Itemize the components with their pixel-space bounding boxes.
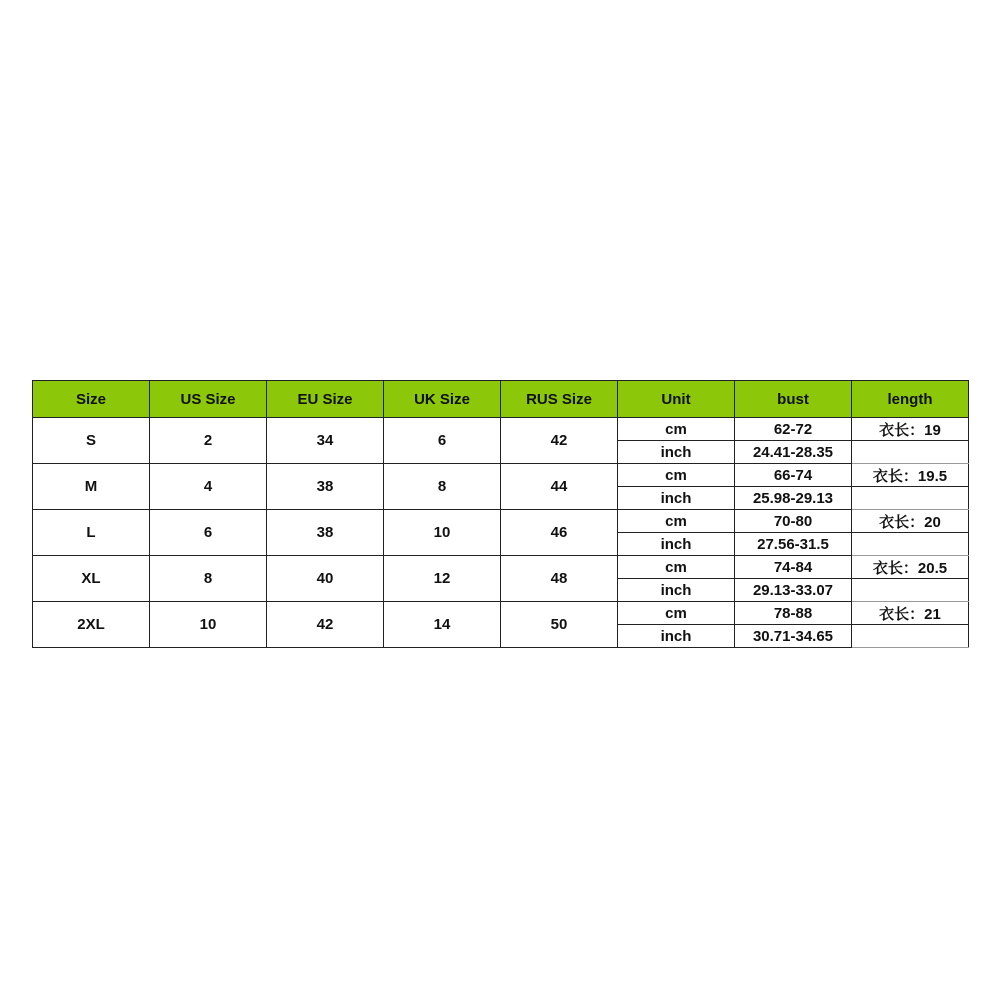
unit-cm-cell: cm (618, 464, 735, 487)
bust-inch-cell: 30.71-34.65 (735, 625, 852, 648)
header-unit: Unit (618, 381, 735, 418)
table-row (33, 556, 969, 579)
unit-inch-cell: inch (618, 625, 735, 648)
length-cell: 衣长：20.5 (852, 556, 969, 579)
size-cell: XL (33, 556, 150, 602)
table-row (33, 464, 969, 487)
unit-inch-cell: inch (618, 487, 735, 510)
unit-inch-cell: inch (618, 441, 735, 464)
rus-size-cell: 44 (501, 464, 618, 510)
us-size-cell: 10 (150, 602, 267, 648)
size-chart-table (32, 380, 969, 648)
rus-size-cell: 46 (501, 510, 618, 556)
table-row (33, 602, 969, 625)
bust-inch-cell: 24.41-28.35 (735, 441, 852, 464)
bust-inch-cell: 25.98-29.13 (735, 487, 852, 510)
size-cell: M (33, 464, 150, 510)
uk-size-cell: 10 (384, 510, 501, 556)
rus-size-cell: 50 (501, 602, 618, 648)
size-chart-body (33, 418, 969, 648)
eu-size-cell: 38 (267, 510, 384, 556)
unit-cm-cell: cm (618, 510, 735, 533)
eu-size-cell: 34 (267, 418, 384, 464)
bust-inch-cell: 27.56-31.5 (735, 533, 852, 556)
length-cell: 衣长：20 (852, 510, 969, 533)
eu-size-cell: 38 (267, 464, 384, 510)
size-cell: L (33, 510, 150, 556)
us-size-cell: 4 (150, 464, 267, 510)
length-empty-cell (852, 579, 969, 602)
header-us-size: US Size (150, 381, 267, 418)
table-row (33, 418, 969, 441)
uk-size-cell: 14 (384, 602, 501, 648)
length-cell: 衣长：19 (852, 418, 969, 441)
size-cell: S (33, 418, 150, 464)
us-size-cell: 8 (150, 556, 267, 602)
length-empty-cell (852, 625, 969, 648)
eu-size-cell: 40 (267, 556, 384, 602)
us-size-cell: 2 (150, 418, 267, 464)
length-empty-cell (852, 441, 969, 464)
bust-cm-cell: 70-80 (735, 510, 852, 533)
uk-size-cell: 8 (384, 464, 501, 510)
unit-cm-cell: cm (618, 602, 735, 625)
header-row (33, 381, 969, 418)
bust-cm-cell: 62-72 (735, 418, 852, 441)
length-cell: 衣长：19.5 (852, 464, 969, 487)
bust-cm-cell: 66-74 (735, 464, 852, 487)
header-eu-size: EU Size (267, 381, 384, 418)
uk-size-cell: 12 (384, 556, 501, 602)
header-uk-size: UK Size (384, 381, 501, 418)
length-cell: 衣长：21 (852, 602, 969, 625)
unit-inch-cell: inch (618, 533, 735, 556)
length-empty-cell (852, 487, 969, 510)
bust-cm-cell: 74-84 (735, 556, 852, 579)
header-bust: bust (735, 381, 852, 418)
us-size-cell: 6 (150, 510, 267, 556)
header-size: Size (33, 381, 150, 418)
header-length: length (852, 381, 969, 418)
unit-cm-cell: cm (618, 418, 735, 441)
length-empty-cell (852, 533, 969, 556)
bust-inch-cell: 29.13-33.07 (735, 579, 852, 602)
unit-inch-cell: inch (618, 579, 735, 602)
bust-cm-cell: 78-88 (735, 602, 852, 625)
unit-cm-cell: cm (618, 556, 735, 579)
rus-size-cell: 42 (501, 418, 618, 464)
table-row (33, 510, 969, 533)
size-chart-header (33, 381, 969, 418)
uk-size-cell: 6 (384, 418, 501, 464)
header-rus-size: RUS Size (501, 381, 618, 418)
eu-size-cell: 42 (267, 602, 384, 648)
size-cell: 2XL (33, 602, 150, 648)
rus-size-cell: 48 (501, 556, 618, 602)
